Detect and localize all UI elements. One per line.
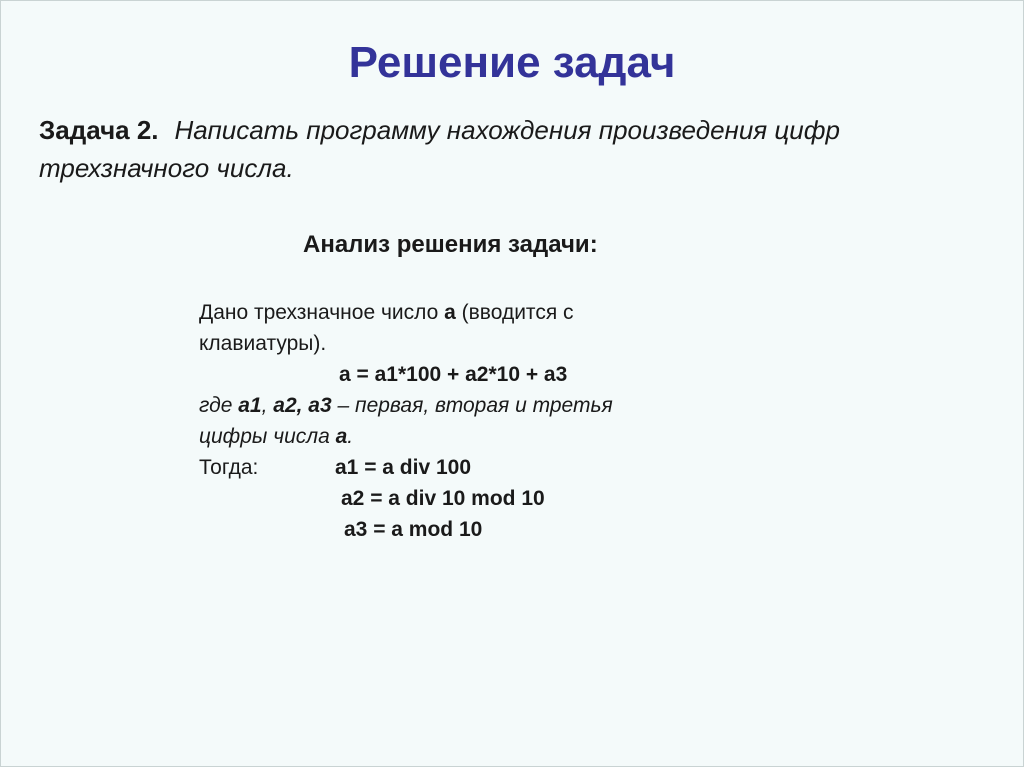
where-vars-a2-a3: а2, а3 <box>273 394 332 417</box>
where-prefix: где <box>199 394 239 417</box>
given-text-end: (вводится с <box>455 301 574 324</box>
analysis-body <box>199 297 719 545</box>
then-line <box>199 452 719 483</box>
formula-a2: а2 = а div 10 mod 10 <box>341 487 545 510</box>
given-text: Дано трехзначное число <box>199 301 445 324</box>
where-separator: , <box>261 394 274 417</box>
given-line-1 <box>199 297 719 328</box>
digits-end: . <box>347 425 354 448</box>
then-label: Тогда: <box>199 456 259 479</box>
where-var-a1: а1 <box>238 394 262 417</box>
digits-line <box>199 421 719 452</box>
formula-a3: а3 = а mod 10 <box>344 518 483 541</box>
given-line-2: клавиатуры). <box>199 332 327 355</box>
digits-text: цифры числа <box>199 425 336 448</box>
analysis-heading: Анализ решения задачи: <box>303 231 598 258</box>
slide-title: Решение задач <box>348 38 676 87</box>
formula-a1: а1 = а div 100 <box>335 456 472 479</box>
task-number: Задача 2. <box>39 115 159 145</box>
task-statement <box>39 111 979 187</box>
formula-main: а = а1*100 + а2*10 + а3 <box>339 363 568 386</box>
where-rest: – первая, вторая и третья <box>331 394 613 417</box>
digits-variable: а <box>335 425 348 448</box>
task-text: Написать программу нахождения произведения цифр трехзначного числа. <box>39 115 840 183</box>
given-variable: а <box>444 301 456 324</box>
where-line <box>199 390 719 421</box>
